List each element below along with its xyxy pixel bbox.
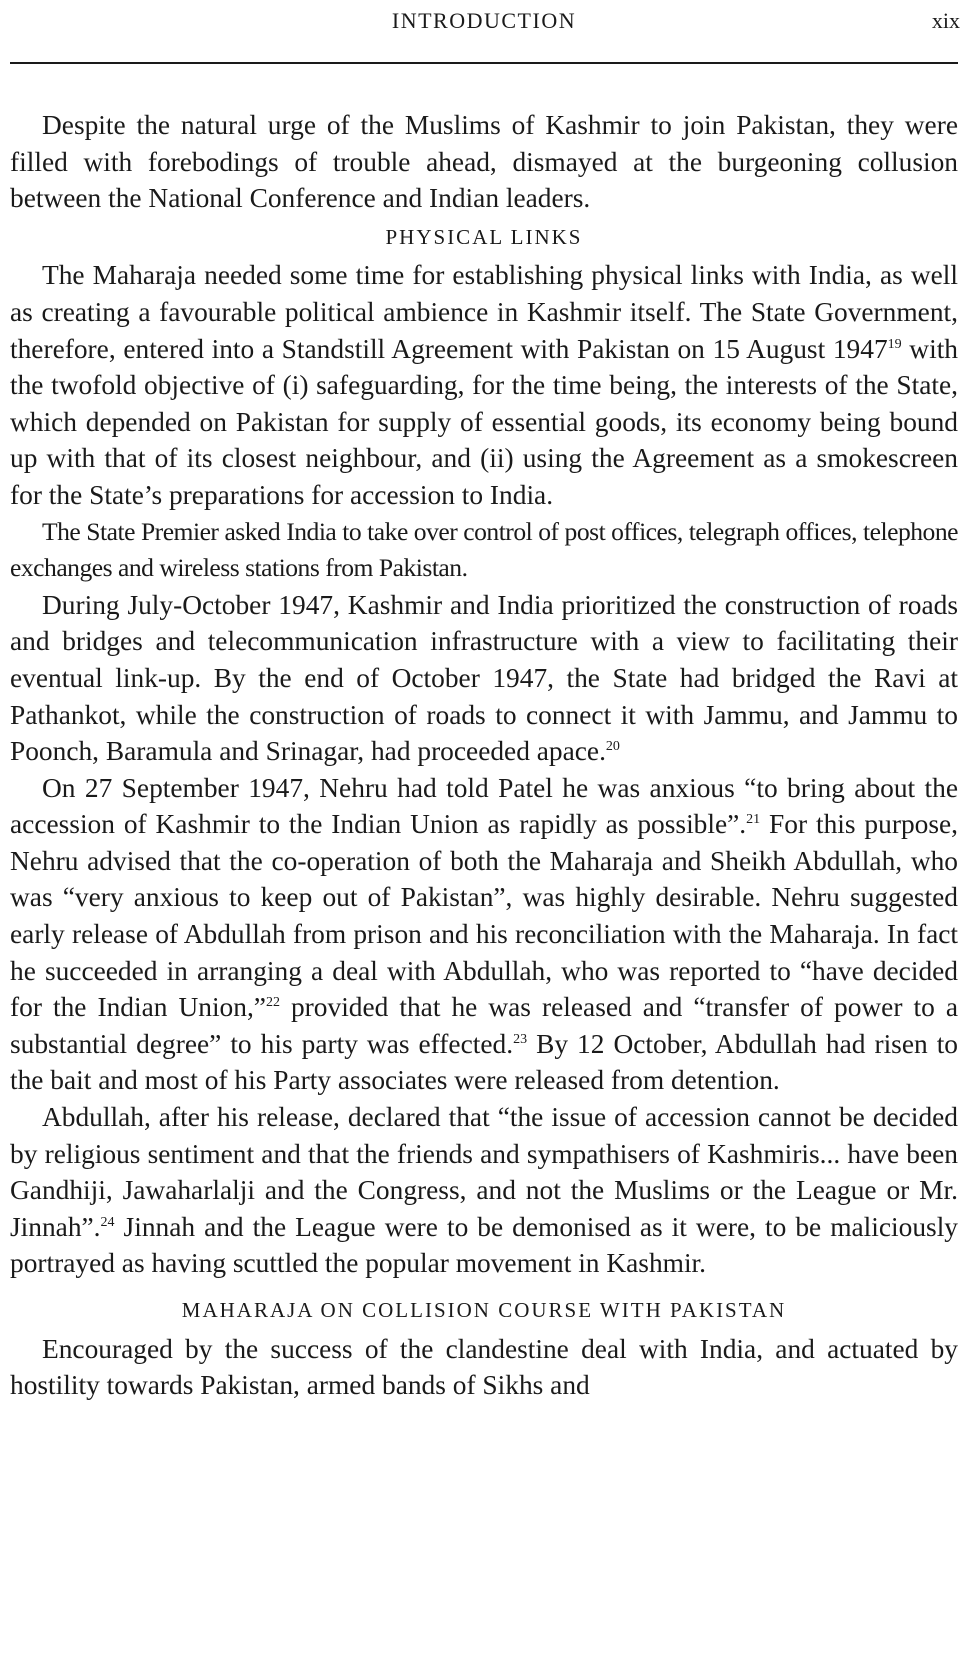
- paragraph-6: [10, 1099, 958, 1282]
- paragraph-4-text-a: During July-October 1947, Kashmir and India prioritized the construction of roads and bridges and telecommunication infrastructure with a view to facilitating their eventual link-up. By the end of October 1947, the State had bridged the Ravi at Pathankot, while the construction of roads to connect it with Jammu, and Jammu to Poonch, Baramula and Srinagar, had proceeded apace.: [10, 589, 958, 767]
- paragraph-2-text-a: The Maharaja needed some time for establishing physical links with India, as well as creating a favourable political ambience in Kashmir itself. The State Government, therefore, entered into a Standstill Agreement with Pakistan on 15 August 1947: [10, 260, 958, 364]
- paragraph-6-text-a: Abdullah, after his release, declared that “the issue of accession cannot be decided by religious sentiment and that the friends and sympathisers of Kashmiris... have been Gandhiji, Jawaharlalji and the Congress, and not the Muslims or the League or Mr. Jinnah”.: [10, 1102, 958, 1242]
- paragraph-6-text-b: Jinnah and the League were to be demonised as it were, to be maliciously portrayed as having scuttled the popular movement in Kashmir.: [10, 1211, 958, 1279]
- paragraph-1: Despite the natural urge of the Muslims of Kashmir to join Pakistan, they were filled with forebodings of trouble ahead, dismayed at the burgeoning collusion between the National Conference and Indian leaders.: [10, 110, 958, 214]
- paragraph-5-text-b: For this purpose, Nehru advised that the co-operation of both the Maharaja and Sheikh Abdullah, who was “very anxious to keep out of Pakistan”, was highly desirable. Nehru suggested early release of Abdullah from prison and his reconciliation with the Maharaja. In fact he succeeded in arranging a deal with Abdullah, who was reported to “have decided for the Indian Union,”: [10, 809, 958, 1023]
- paragraph-3: The State Premier asked India to take over control of post offices, telegraph offices, telephone exchanges and wireless stations from Pakistan.: [10, 516, 958, 583]
- paragraph-5-text-d: By 12 October, Abdullah had risen to the bait and most of his Party associates were released from detention.: [10, 1028, 959, 1096]
- header-rule: [10, 62, 958, 64]
- footnote-ref-20: 20: [605, 739, 620, 755]
- paragraph-4: [10, 587, 958, 770]
- paragraph-5-text-c: provided that he was released and “transfer of power to a substantial degree” to his party was effected.: [10, 992, 958, 1059]
- footnote-ref-24: 24: [100, 1214, 115, 1230]
- paragraph-2-text-b: with the twofold objective of (i) safeguarding, for the time being, the interests of the State, which depended on Pakistan for supply of essential goods, its economy being bound up with that of its closest neighbour, and (ii) using the Agreement as a smokescreen for the State’s preparations for accession to India.: [10, 333, 958, 510]
- paragraph-5: [10, 770, 958, 1099]
- paragraph-5-text-a: On 27 September 1947, Nehru had told Patel he was anxious “to bring about the accession of Kashmir to the Indian Union as rapidly as possible”.: [10, 772, 958, 840]
- page-header: [0, 0, 968, 66]
- page-number: xix: [931, 8, 960, 33]
- footnote-ref-23: 23: [513, 1031, 528, 1047]
- footnote-ref-21: 21: [746, 812, 761, 828]
- section-heading-maharaja-collision: MAHARAJA ON COLLISION COURSE WITH PAKISTAN: [181, 1298, 787, 1322]
- paragraph-7: Encouraged by the success of the clandestine deal with India, and actuated by hostility towards Pakistan, armed bands of Sikhs and: [10, 1333, 958, 1401]
- running-title: INTRODUCTION: [391, 8, 577, 33]
- section-heading-physical-links: PHYSICAL LINKS: [385, 224, 583, 249]
- footnote-ref-19: 19: [887, 336, 902, 352]
- footnote-ref-22: 22: [265, 995, 280, 1011]
- paragraph-2: [10, 257, 958, 513]
- page-body: [10, 107, 958, 1404]
